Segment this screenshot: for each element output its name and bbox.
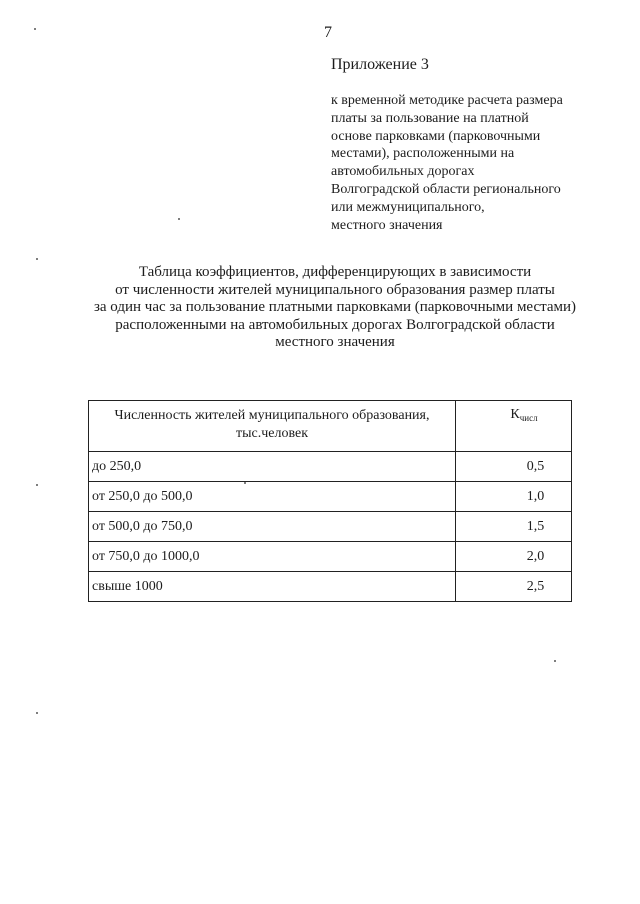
scan-speck bbox=[34, 28, 36, 30]
coefficient-value-cell: 0,5 bbox=[456, 452, 572, 482]
coefficient-symbol: К bbox=[510, 407, 520, 422]
appendix-subtitle-line: к временной методике расчета размера bbox=[331, 93, 563, 108]
scan-speck bbox=[36, 484, 38, 486]
table-row bbox=[89, 572, 572, 602]
appendix-subtitle-line: Волгоградской области регионального bbox=[331, 181, 561, 197]
coefficient-subscript: числ bbox=[519, 413, 538, 423]
table-row bbox=[89, 542, 572, 572]
scan-speck bbox=[554, 660, 556, 662]
coefficient-table bbox=[88, 400, 572, 602]
population-range-cell: от 250,0 до 500,0 bbox=[89, 482, 456, 512]
table-title-line: местного значения bbox=[275, 334, 395, 351]
appendix-subtitle-line: местами), расположенными на bbox=[331, 146, 515, 162]
table-header-row bbox=[89, 401, 572, 452]
appendix-subtitle-line: основе парковками (парковочными bbox=[331, 128, 541, 144]
table-row bbox=[89, 482, 572, 512]
appendix-subtitle-line: или межмуниципального, bbox=[331, 199, 485, 215]
table-title-line: Таблица коэффициентов, дифференцирующих в зависимости bbox=[138, 264, 532, 280]
table-title bbox=[70, 264, 600, 352]
table-title-line: за один час за пользование платными парковками (парковочными местами) bbox=[93, 299, 577, 316]
appendix-subtitle-line: местного значения bbox=[331, 217, 443, 233]
appendix-title: Приложение 3 bbox=[331, 56, 429, 73]
scan-speck bbox=[178, 218, 180, 220]
table-row bbox=[89, 452, 572, 482]
appendix-subtitle bbox=[331, 92, 631, 234]
appendix-subtitle-line: автомобильных дорогах bbox=[331, 164, 475, 180]
scan-speck bbox=[244, 482, 246, 484]
population-range-cell: от 500,0 до 750,0 bbox=[89, 512, 456, 542]
population-header-line1: Численность жителей муниципального образования, bbox=[114, 408, 430, 423]
population-range-cell: от 750,0 до 1000,0 bbox=[89, 542, 456, 572]
coefficient-value-cell: 1,0 bbox=[456, 482, 572, 512]
coefficient-value-cell: 2,5 bbox=[456, 572, 572, 602]
appendix-subtitle-line: платы за пользование на платной bbox=[331, 110, 529, 126]
table-row bbox=[89, 512, 572, 542]
scan-speck bbox=[36, 258, 38, 260]
coefficient-value-cell: 1,5 bbox=[456, 512, 572, 542]
page-number: 7 bbox=[324, 24, 332, 41]
table-title-line: расположенными на автомобильных дорогах Волгоградской области bbox=[115, 316, 555, 333]
coefficient-column-header bbox=[456, 401, 572, 452]
population-range-cell: свыше 1000 bbox=[89, 572, 456, 602]
population-header-line2: тыс.человек bbox=[235, 426, 309, 441]
coefficient-value-cell: 2,0 bbox=[456, 542, 572, 572]
population-column-header bbox=[89, 401, 456, 452]
table-title-line: от численности жителей муниципального образования размер платы bbox=[115, 281, 555, 298]
scan-speck bbox=[36, 712, 38, 714]
population-range-cell: до 250,0 bbox=[89, 452, 456, 482]
